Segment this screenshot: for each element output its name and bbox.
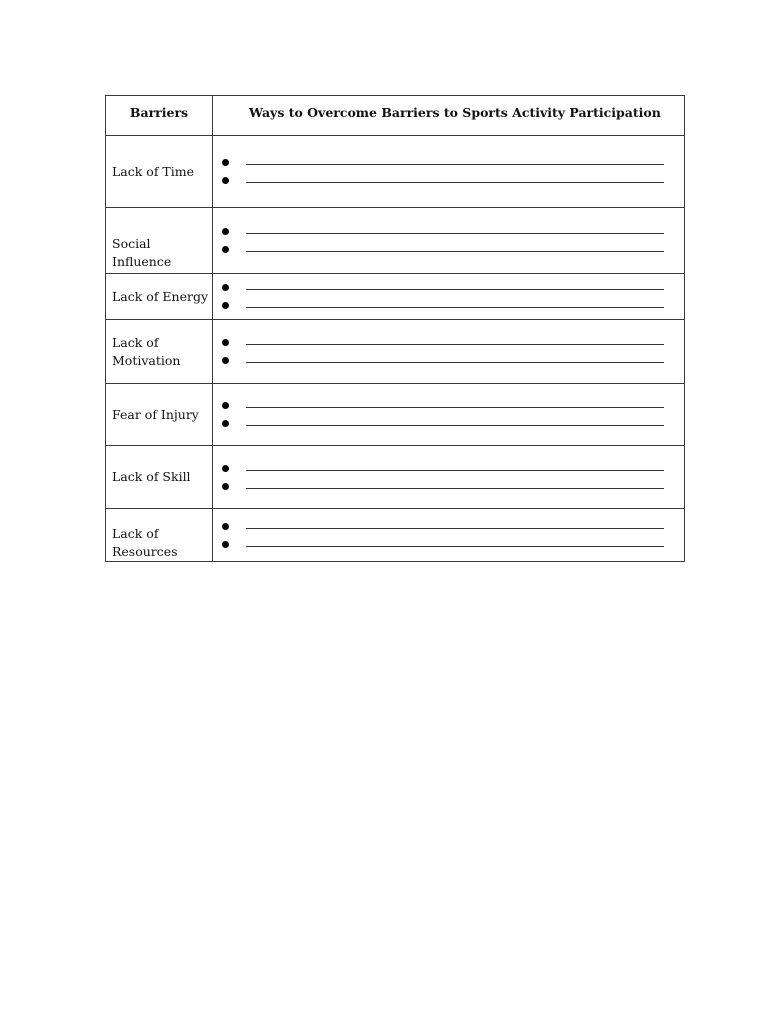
answer-item: [213, 397, 684, 415]
barrier-label-line1: Lack of Skill: [112, 469, 191, 484]
answer-line[interactable]: [246, 344, 664, 345]
bullet-icon: [222, 159, 229, 166]
answer-line[interactable]: [246, 289, 664, 290]
barrier-label-line2: Resources: [112, 544, 178, 559]
table-row: [106, 208, 685, 274]
bullet-icon: [222, 420, 229, 427]
answer-item: [213, 352, 684, 370]
barrier-label-line1: Lack of Energy: [112, 288, 209, 304]
barriers-worksheet-table: [105, 95, 685, 562]
bullet-icon: [222, 465, 229, 472]
ways-cell: [213, 274, 685, 320]
barrier-cell: [106, 320, 213, 384]
ways-column-header: Ways to Overcome Barriers to Sports Activity Participation: [213, 96, 685, 136]
answer-line[interactable]: [246, 425, 664, 426]
ways-cell: [213, 208, 685, 274]
answer-line[interactable]: [246, 164, 664, 165]
table-row: [106, 446, 685, 509]
barrier-label-line1: Lack of: [112, 526, 159, 541]
bullet-icon: [222, 541, 229, 548]
answer-item: [213, 241, 684, 259]
table-row: [106, 274, 685, 320]
barrier-label-line1: Social: [112, 236, 151, 251]
answer-line[interactable]: [246, 307, 664, 308]
answer-line[interactable]: [246, 233, 664, 234]
ways-cell: [213, 446, 685, 509]
answer-item: [213, 223, 684, 241]
answer-line[interactable]: [246, 251, 664, 252]
table-row: [106, 384, 685, 446]
barrier-label-line2: Motivation: [112, 352, 181, 368]
answer-item: [213, 535, 684, 553]
barrier-cell: [106, 208, 213, 274]
answer-item: [213, 477, 684, 495]
barrier-cell: [106, 509, 213, 562]
answer-item: [213, 172, 684, 190]
answer-line[interactable]: [246, 362, 664, 363]
answer-item: [213, 334, 684, 352]
bullet-icon: [222, 402, 229, 409]
bullet-icon: [222, 228, 229, 235]
ways-cell: [213, 320, 685, 384]
barrier-cell: [106, 446, 213, 509]
bullet-icon: [222, 302, 229, 309]
bullet-icon: [222, 339, 229, 346]
bullet-icon: [222, 246, 229, 253]
barrier-cell: [106, 274, 213, 320]
answer-item: [213, 415, 684, 433]
barrier-label-line1: Lack of Time: [112, 163, 195, 179]
answer-item: [213, 297, 684, 315]
ways-cell: [213, 384, 685, 446]
barrier-label-line1: Lack of: [112, 334, 159, 350]
barrier-label-line1: Fear of Injury: [112, 406, 199, 422]
answer-line[interactable]: [246, 182, 664, 183]
ways-cell: [213, 509, 685, 562]
answer-line[interactable]: [246, 528, 664, 529]
barriers-column-header: Barriers: [106, 96, 213, 136]
answer-item: [213, 279, 684, 297]
answer-line[interactable]: [246, 488, 664, 489]
table-header-row: [106, 96, 685, 136]
answer-line[interactable]: [246, 470, 664, 471]
ways-cell: [213, 136, 685, 208]
bullet-icon: [222, 483, 229, 490]
bullet-icon: [222, 177, 229, 184]
answer-item: [213, 517, 684, 535]
answer-line[interactable]: [246, 546, 664, 547]
bullet-icon: [222, 284, 229, 291]
barrier-cell: [106, 384, 213, 446]
table-row: [106, 509, 685, 562]
table-row: [106, 320, 685, 384]
table-row: [106, 136, 685, 208]
barrier-cell: [106, 136, 213, 208]
answer-line[interactable]: [246, 407, 664, 408]
bullet-icon: [222, 357, 229, 364]
barrier-label-line2: Influence: [112, 254, 172, 269]
answer-item: [213, 154, 684, 172]
answer-item: [213, 459, 684, 477]
bullet-icon: [222, 523, 229, 530]
